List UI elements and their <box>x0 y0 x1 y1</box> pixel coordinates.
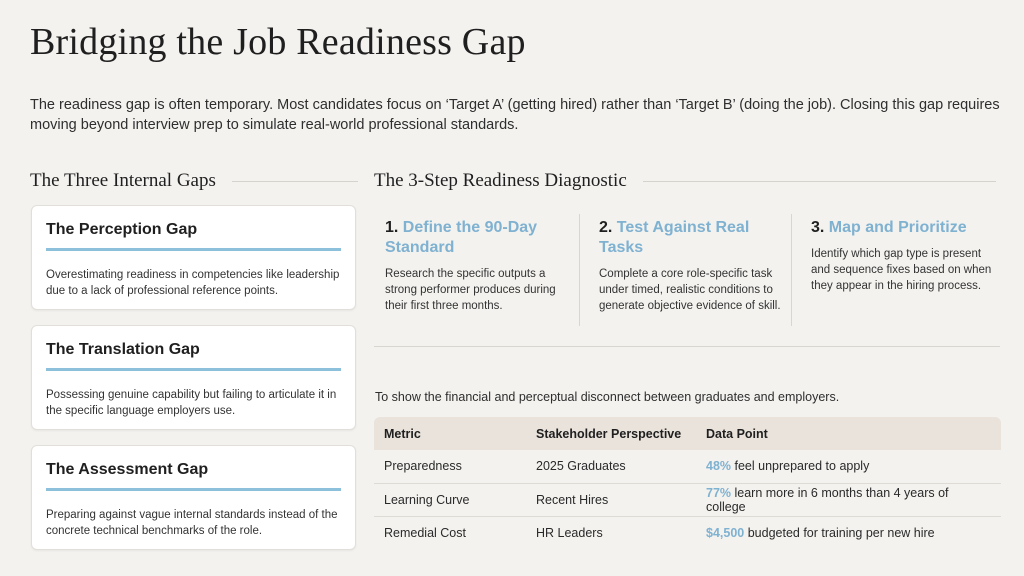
card-title: The Translation Gap <box>46 341 341 371</box>
step-1 <box>385 218 575 314</box>
table-header-row <box>374 417 1001 450</box>
page-title: Bridging the Job Readiness Gap <box>30 21 526 63</box>
data-rest: learn more in 6 months than 4 years of college <box>706 485 949 514</box>
step-divider <box>579 214 580 326</box>
card-title: The Assessment Gap <box>46 461 341 491</box>
translation-gap-card <box>31 325 356 430</box>
table-caption: To show the financial and perceptual disconnect between graduates and employers. <box>375 390 840 404</box>
gaps-section-heading <box>30 170 358 192</box>
step-heading: Map and Prioritize <box>828 219 967 236</box>
card-text: Overestimating readiness in competencies like leadership due to a lack of professional reference points. <box>46 269 340 297</box>
table-row <box>374 450 1001 483</box>
step-text: Complete a core role-specific task under timed, realistic conditions to generate objective evidence of skill. <box>599 268 781 312</box>
header-data-point: Data Point <box>696 417 1001 450</box>
step-title <box>599 218 789 258</box>
step-heading: Test Against Real Tasks <box>599 219 750 256</box>
stakeholder-cell: Recent Hires <box>526 483 696 516</box>
gaps-heading-text: The Three Internal Gaps <box>30 170 216 191</box>
data-highlight: $4,500 <box>706 525 745 540</box>
diagnostic-heading-text: The 3-Step Readiness Diagnostic <box>374 170 627 191</box>
step-title <box>385 218 575 258</box>
data-rest: feel unprepared to apply <box>731 459 870 474</box>
metric-cell: Learning Curve <box>374 483 526 516</box>
assessment-gap-card <box>31 445 356 550</box>
section-divider <box>374 346 1000 347</box>
metric-cell: Remedial Cost <box>384 525 466 540</box>
step-number: 1. <box>385 219 399 236</box>
card-title: The Perception Gap <box>46 221 341 251</box>
table-row <box>374 483 1001 516</box>
data-point-cell <box>696 516 1001 549</box>
header-metric: Metric <box>374 417 526 450</box>
heading-rule <box>643 181 996 182</box>
step-title <box>811 218 1001 238</box>
data-point-cell <box>696 450 1001 483</box>
step-number: 3. <box>811 219 825 236</box>
stakeholder-cell: HR Leaders <box>536 525 603 540</box>
step-text: Research the specific outputs a strong performer produces during their first three months. <box>385 268 556 312</box>
data-highlight: 77% <box>706 485 732 500</box>
heading-rule <box>232 181 358 182</box>
step-number: 2. <box>599 219 613 236</box>
header-stakeholder: Stakeholder Perspective <box>526 417 696 450</box>
step-text: Identify which gap type is present and sequence fixes based on when they appear in the hiring process. <box>811 248 992 292</box>
stakeholder-cell: 2025 Graduates <box>526 450 696 483</box>
step-2 <box>599 218 789 314</box>
step-heading: Define the 90-Day Standard <box>385 219 538 256</box>
card-text: Preparing against vague internal standards instead of the concrete technical benchmarks of the role. <box>46 509 338 537</box>
diagnostic-section-heading <box>374 170 996 192</box>
metric-cell: Preparedness <box>374 450 526 483</box>
data-table <box>374 417 1001 549</box>
card-text: Possessing genuine capability but failing to articulate it in the specific language employers use. <box>46 389 337 417</box>
data-highlight: 48% <box>706 459 732 474</box>
step-divider <box>791 214 792 326</box>
data-rest: budgeted for training per new hire <box>744 525 935 540</box>
table-row <box>374 516 1001 549</box>
perception-gap-card <box>31 205 356 310</box>
step-3 <box>811 218 1001 294</box>
intro-paragraph: The readiness gap is often temporary. Most candidates focus on ‘Target A’ (getting hired) rather than ‘Target B’ (doing the job). Closing this gap requires moving beyond interview prep to simulate real-world professional standards. <box>30 97 1000 133</box>
data-point-cell <box>696 483 1001 516</box>
